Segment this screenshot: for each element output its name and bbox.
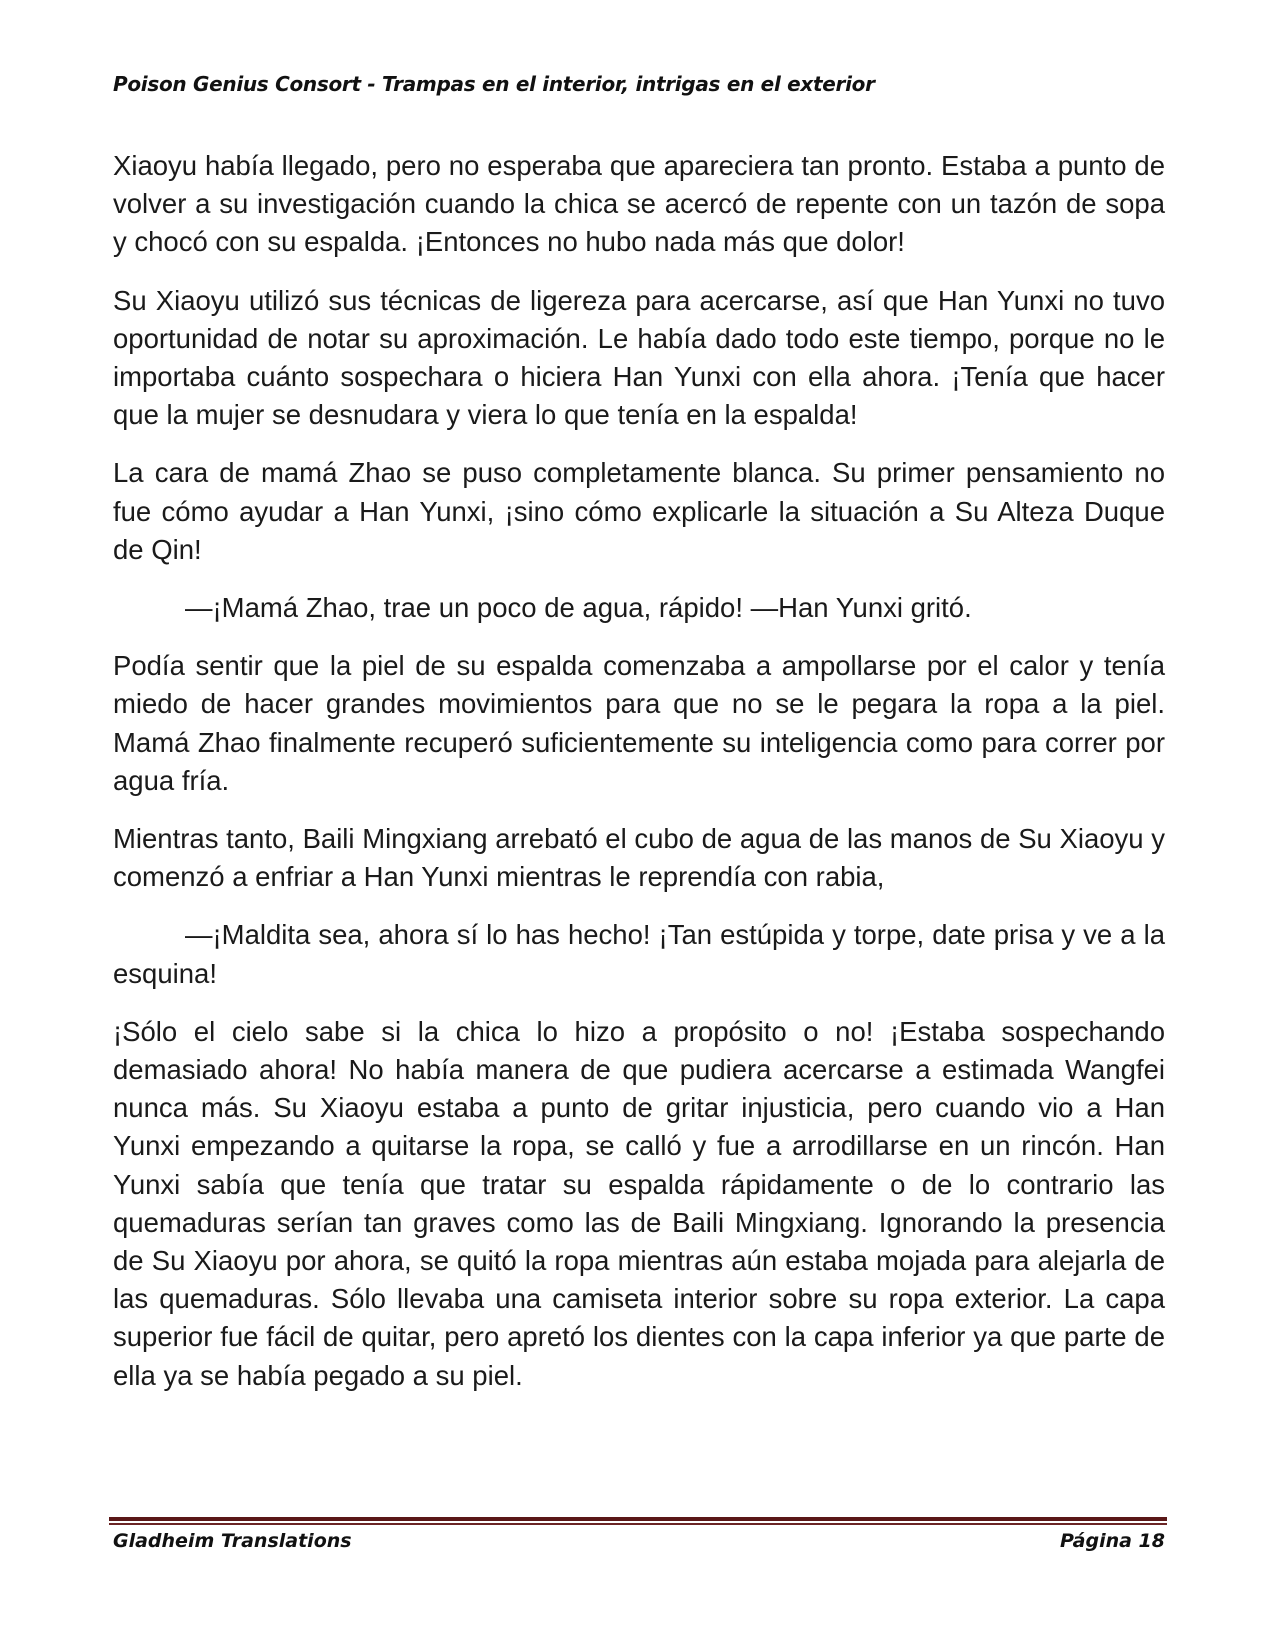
body-text [113, 147, 1165, 1415]
page-header-title: Poison Genius Consort - Trampas en el interior, intrigas en el exterior [113, 72, 875, 96]
paragraph: Xiaoyu había llegado, pero no esperaba que apareciera tan pronto. Estaba a punto de volver a su investigación cuando la chica se acercó de repente con un tazón de sopa y chocó con su espalda. ¡Entonces no hubo nada más que dolor! [113, 150, 1165, 258]
dialogue-paragraph: —¡Maldita sea, ahora sí lo has hecho! ¡Tan estúpida y torpe, date prisa y ve a la esquina! [113, 919, 1165, 989]
footer-translator: Gladheim Translations [113, 1530, 352, 1552]
dialogue-paragraph: —¡Mamá Zhao, trae un poco de agua, rápido! —Han Yunxi gritó. [185, 592, 972, 624]
paragraph: Mientras tanto, Baili Mingxiang arrebató el cubo de agua de las manos de Su Xiaoyu y comenzó a enfriar a Han Yunxi mientras le reprendía con rabia, [113, 823, 1165, 893]
footer-divider [109, 1517, 1167, 1525]
paragraph: Podía sentir que la piel de su espalda comenzaba a ampollarse por el calor y tenía miedo de hacer grandes movimientos para que no se le pegara la ropa a la piel. Mamá Zhao finalmente recuperó suficientemente su inteligencia como para correr por agua fría. [113, 650, 1165, 796]
footer-page-number: Página 18 [1059, 1530, 1165, 1552]
paragraph: ¡Sólo el cielo sabe si la chica lo hizo a propósito o no! ¡Estaba sospechando demasiado ahora! No había manera de que pudiera acercarse a estimada Wangfei nunca más. Su Xiaoyu estaba a punto de gritar injusticia, pero cuando vio a Han Yunxi empezando a quitarse la ropa, se calló y fue a arrodillarse en un rincón. Han Yunxi sabía que tenía que tratar su espalda rápidamente o de lo contrario las quemaduras serían tan graves como las de Baili Mingxiang. Ignorando la presencia de Su Xiaoyu por ahora, se quitó la ropa mientras aún estaba mojada para alejarla de las quemaduras. Sólo llevaba una camiseta interior sobre su ropa exterior. La capa superior fue fácil de quitar, pero apretó los dientes con la capa inferior ya que parte de ella ya se había pegado a su piel. [113, 1015, 1165, 1391]
paragraph: La cara de mamá Zhao se puso completamente blanca. Su primer pensamiento no fue cómo ayudar a Han Yunxi, ¡sino cómo explicarle la situación a Su Alteza Duque de Qin! [113, 457, 1165, 565]
footer-divider-thin [109, 1523, 1167, 1525]
paragraph: Su Xiaoyu utilizó sus técnicas de ligereza para acercarse, así que Han Yunxi no tuvo oportunidad de notar su aproximación. Le había dado todo este tiempo, porque no le importaba cuánto sospechara o hiciera Han Yunxi con ella ahora. ¡Tenía que hacer que la mujer se desnudara y viera lo que tenía en la espalda! [113, 284, 1165, 431]
